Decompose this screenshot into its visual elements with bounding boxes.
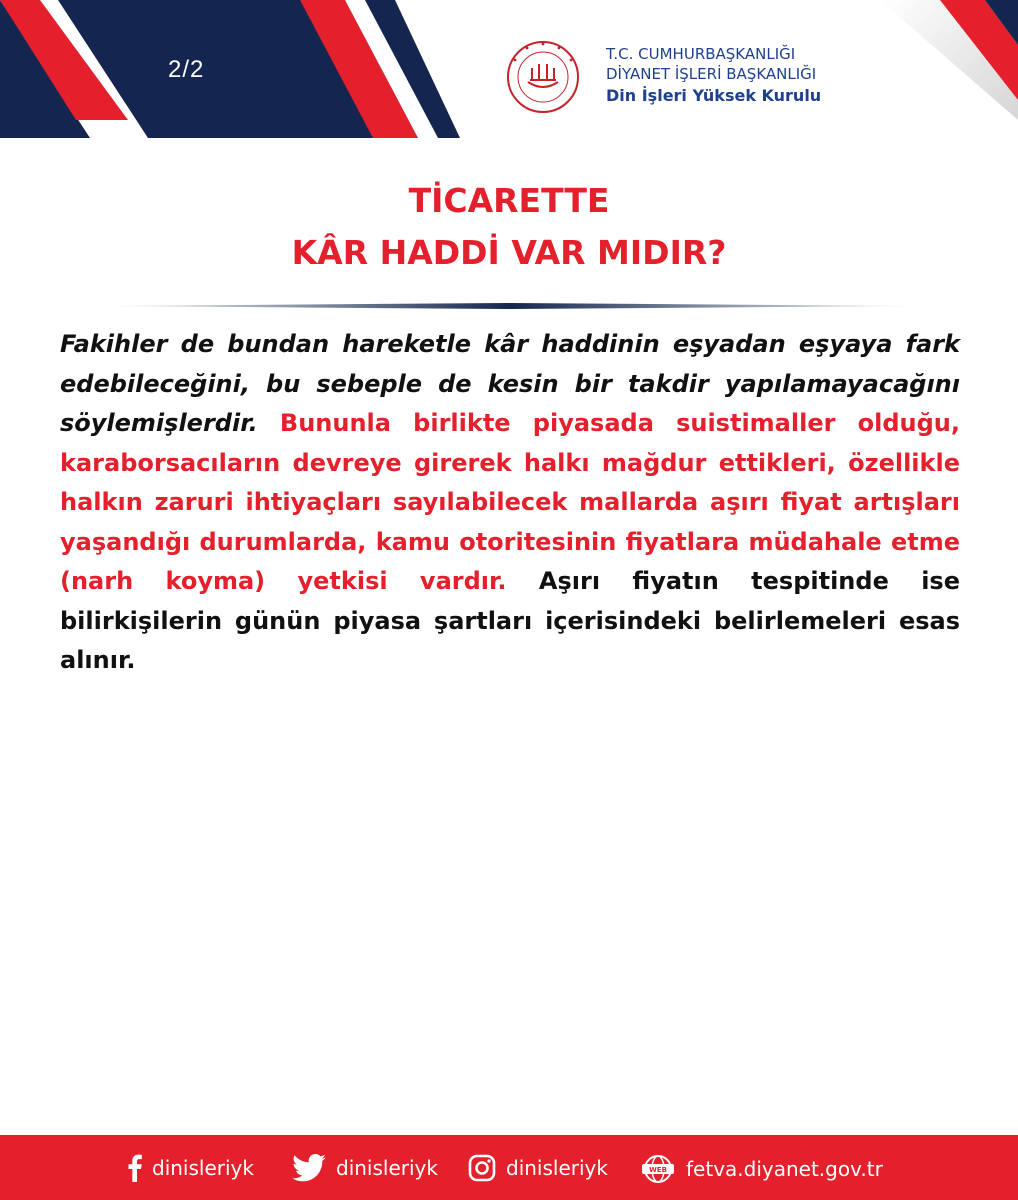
twitter-link[interactable]: [292, 1154, 438, 1182]
website-link[interactable]: [640, 1154, 883, 1184]
web-badge-text: WEB: [649, 1166, 667, 1174]
website-url: fetva.diyanet.gov.tr: [686, 1157, 883, 1181]
title-divider: [95, 303, 925, 309]
footer-bar: [0, 1135, 1018, 1200]
diyanet-emblem-icon: [506, 40, 580, 114]
page-title: [0, 175, 1018, 279]
instagram-icon: [468, 1154, 496, 1182]
organization-block: [606, 44, 821, 108]
body-paragraph: [60, 325, 960, 681]
twitter-handle: dinisleriyk: [336, 1156, 438, 1180]
org-line-2: DİYANET İŞLERİ BAŞKANLIĞI: [606, 65, 817, 83]
web-icon: [640, 1154, 676, 1184]
instagram-link[interactable]: [468, 1154, 608, 1182]
instagram-handle: dinisleriyk: [506, 1156, 608, 1180]
title-line-2: KÂR HADDİ VAR MIDIR?: [291, 233, 727, 272]
page-indicator: 2/2: [168, 56, 205, 83]
org-line-1: T.C. CUMHURBAŞKANLIĞI: [606, 45, 796, 63]
facebook-icon: [126, 1154, 142, 1182]
facebook-handle: dinisleriyk: [152, 1156, 254, 1180]
body-italic-text: Fakihler de bundan hareketle kâr haddinin eşyadan eşyaya fark edebileceğini, bu sebeple de kesin bir takdir yapılamayacağını söylemişlerdir.: [60, 330, 960, 437]
body-black-text: Aşırı fiyatın tespitinde ise bilirkişilerin günün piyasa şartları içerisindeki belirlemeleri esas alınır.: [60, 567, 960, 674]
org-line-3: Din İşleri Yüksek Kurulu: [606, 86, 822, 105]
twitter-icon: [292, 1154, 326, 1182]
facebook-link[interactable]: [126, 1154, 254, 1182]
body-red-text: Bununla birlikte piyasada suistimaller olduğu, karaborsacıların devreye girerek halkı mağdur ettikleri, özellikle halkın zaruri ihtiyaçları sayılabilecek mallarda aşırı fiyat artışları yaşandığı durumlarda, kamu otoritesinin fiyatlara müdahale etme (narh koyma) yetkisi vardır.: [60, 409, 960, 595]
title-line-1: TİCARETTE: [408, 181, 610, 220]
